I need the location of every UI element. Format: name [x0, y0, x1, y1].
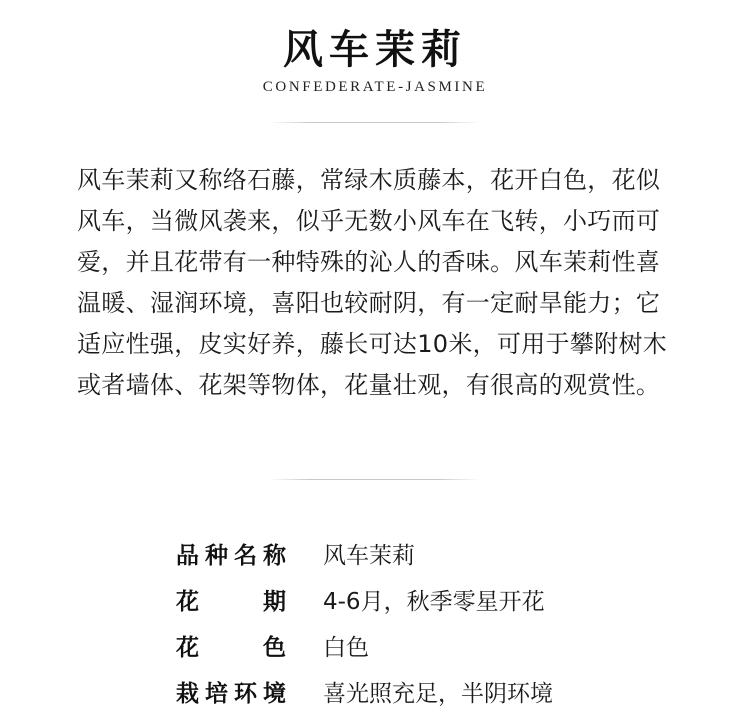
page-subtitle: CONFEDERATE-JASMINE [262, 79, 488, 95]
spec-value-flowering-period: 4-6月，秋季零星开花 [323, 588, 545, 615]
spec-label-growing-environment: 栽培环境 [176, 680, 286, 707]
spec-value-flower-color: 白色 [323, 634, 369, 661]
spec-value-growing-environment: 喜光照充足，半阴环境 [323, 680, 553, 707]
divider-top [268, 122, 480, 123]
spec-label-variety: 品种名称 [176, 542, 286, 569]
spec-row-flowering-period [176, 576, 676, 622]
spec-row-growing-environment [176, 668, 676, 714]
spec-label-flowering-period: 花期 [176, 588, 286, 615]
spec-value-variety: 风车茉莉 [323, 542, 415, 569]
spec-label-flower-color: 花色 [176, 634, 286, 661]
spec-row-flower-color [176, 622, 676, 668]
divider-middle [268, 479, 480, 480]
page-title: 风车茉莉 [283, 26, 467, 73]
spec-table [176, 530, 676, 714]
spec-row-variety [176, 530, 676, 576]
description-paragraph: 风车茉莉又称络石藤，常绿木质藤本，花开白色，花似风车，当微风袭来，似乎无数小风车在飞转，小巧而可爱，并且花带有一种特殊的沁人的香味。风车茉莉性喜温暖、湿润环境，喜阳也较耐阴，有一定耐旱能力；它适应性强，皮实好养，藤长可达10米，可用于攀附树木或者墙体、花架等物体，花量壮观，有很高的观赏性。 [77, 166, 668, 399]
